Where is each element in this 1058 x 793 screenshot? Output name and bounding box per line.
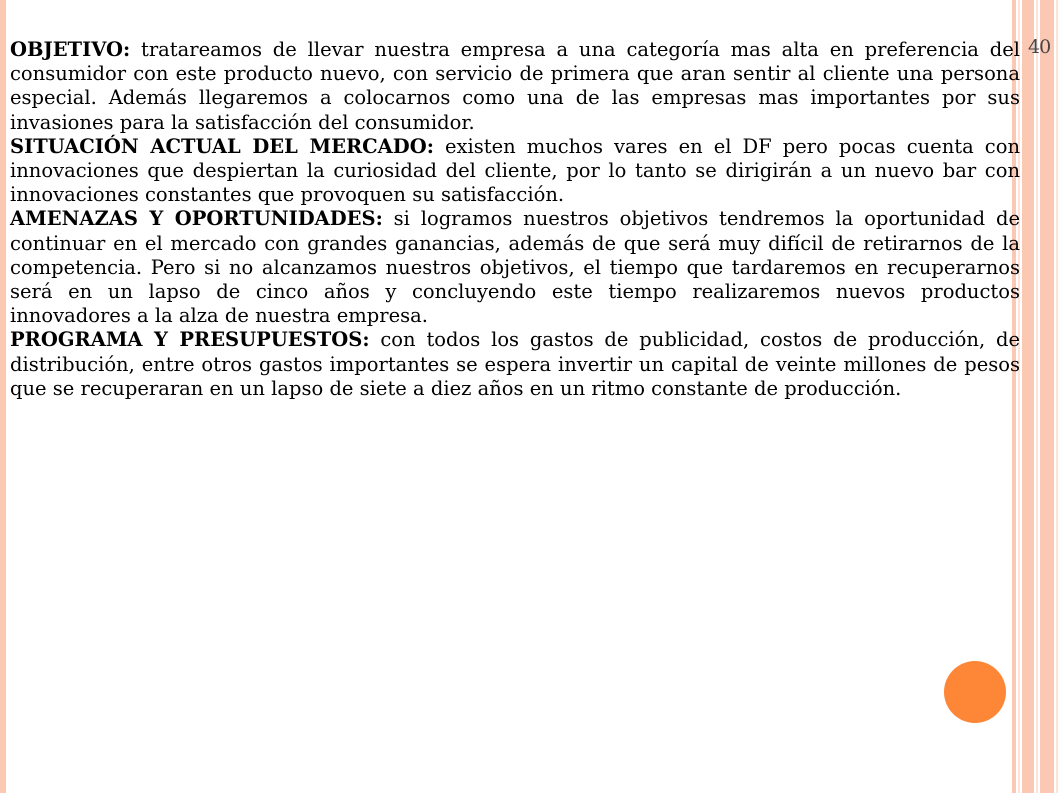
stripe	[1022, 0, 1034, 793]
slide-body	[10, 38, 1020, 401]
section-heading: OBJETIVO:	[10, 38, 131, 61]
stripe	[1040, 0, 1054, 793]
stripe	[1036, 0, 1038, 793]
section-text: tratareamos de llevar nuestra empresa a una categoría mas alta en preferencia del consumidor con este producto nuevo, con servicio de primera que aran sentir al cliente una persona especial. Además llegaremos a colocarnos como una de las empresas mas importantes por sus invasiones para la satisfacción del consumidor.	[10, 38, 1021, 134]
section-heading: AMENAZAS Y OPORTUNIDADES:	[10, 207, 383, 231]
decorative-circle-icon	[944, 661, 1006, 723]
section-text: existen muchos vares en el DF pero pocas cuenta con innovaciones que despiertan la curiosidad del cliente, por lo tanto se dirigirán a un nuevo bar con innovaciones constantes que provoquen su satisfacción.	[10, 134, 1021, 207]
section-text: con todos los gastos de publicidad, costos de producción, de distribución, entre otros gastos importantes se espera invertir un capital de veinte millones de pesos que se recuperaran en un lapso de siete a diez años en un ritmo constante de producción.	[10, 328, 1021, 400]
section-objetivo	[10, 38, 1020, 135]
section-heading: SITUACIÓN ACTUAL DEL MERCADO:	[10, 134, 434, 158]
page-number: 40	[1028, 36, 1051, 58]
section-programa-presupuestos	[10, 328, 1020, 401]
section-situacion-actual	[10, 135, 1020, 208]
left-border-bar	[0, 0, 6, 793]
section-heading: PROGRAMA Y PRESUPUESTOS:	[10, 328, 370, 352]
section-amenazas-oportunidades	[10, 207, 1020, 328]
section-text: si logramos nuestros objetivos tendremos la oportunidad de continuar en el mercado con grandes ganancias, además de que será muy difícil de retirarnos de la competencia. Pero si no alcanzamos nuestros objetivos, el tiempo que tardaremos en recuperarnos será en un lapso de cinco años y concluyendo este tiempo realizaremos nuevos productos innovadores a la alza de nuestra empresa.	[10, 207, 1021, 328]
